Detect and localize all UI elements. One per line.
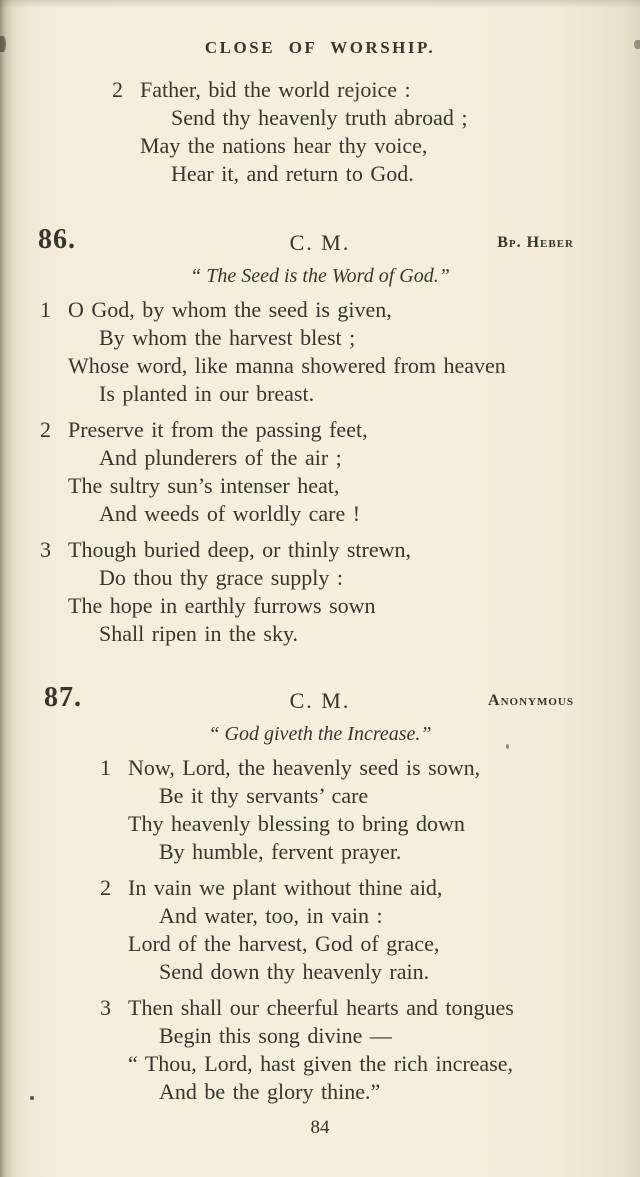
hymn-number: 86. bbox=[38, 224, 76, 255]
verse-line: Is planted in our breast. bbox=[99, 381, 315, 406]
hymn-number: 87. bbox=[44, 682, 82, 713]
page-number: 84 bbox=[310, 1117, 330, 1138]
verse-line: By humble, fervent prayer. bbox=[159, 839, 402, 864]
verse-line: Shall ripen in the sky. bbox=[99, 621, 299, 646]
hymn-meter: C. M. bbox=[289, 688, 351, 713]
verse-line: Be it thy servants’ care bbox=[159, 783, 369, 808]
hymn-verse bbox=[100, 994, 640, 1106]
hymn-87 bbox=[0, 684, 640, 1106]
hymn-heading bbox=[0, 684, 640, 718]
hymn-86 bbox=[0, 226, 640, 648]
hymn-verse bbox=[40, 416, 640, 528]
verse-line: May the nations hear thy voice, bbox=[140, 133, 428, 158]
verse-line: Though buried deep, or thinly strewn, bbox=[68, 537, 411, 562]
verse-number: 2 bbox=[112, 77, 123, 102]
hymn-verse bbox=[100, 874, 640, 986]
verse-line: Send thy heavenly truth abroad ; bbox=[171, 105, 468, 130]
scan-speck bbox=[0, 36, 6, 52]
verse-line: “ Thou, Lord, hast given the rich increase, bbox=[128, 1051, 514, 1076]
hymn-heading bbox=[0, 226, 640, 260]
verse-line: Now, Lord, the heavenly seed is sown, bbox=[128, 755, 481, 780]
continuation-verse bbox=[112, 76, 640, 188]
verse-number: 3 bbox=[40, 537, 51, 562]
verse-line: Lord of the harvest, God of grace, bbox=[128, 931, 440, 956]
verse-line: Do thou thy grace supply : bbox=[99, 565, 344, 590]
verse-number: 2 bbox=[40, 417, 51, 442]
scan-speck bbox=[634, 40, 640, 49]
verse-line: O God, by whom the seed is given, bbox=[68, 297, 392, 322]
verse-line: By whom the harvest blest ; bbox=[99, 325, 356, 350]
scan-speck bbox=[30, 1096, 34, 1100]
verse-line: Father, bid the world rejoice : bbox=[140, 77, 411, 102]
hymn-verse bbox=[40, 296, 640, 408]
verse-number: 2 bbox=[100, 875, 111, 900]
verse-line: And plunderers of the air ; bbox=[99, 445, 342, 470]
running-header: CLOSE OF WORSHIP. bbox=[204, 38, 436, 57]
hymn-epigraph: “ God giveth the Increase.” bbox=[208, 723, 432, 745]
hymn-verse bbox=[100, 754, 640, 866]
verse-line: Begin this song divine — bbox=[159, 1023, 392, 1048]
hymn-epigraph: “ The Seed is the Word of God.” bbox=[190, 265, 450, 287]
scan-speck bbox=[506, 744, 509, 749]
verse-line: Send down thy heavenly rain. bbox=[159, 959, 430, 984]
verse-line: And weeds of worldly care ! bbox=[99, 501, 361, 526]
hymn-attribution: Bp. Heber bbox=[497, 234, 574, 251]
verse-line: Hear it, and return to God. bbox=[171, 161, 414, 186]
verse-line: And be the glory thine.” bbox=[159, 1079, 381, 1104]
verse-number: 3 bbox=[100, 995, 111, 1020]
verse-line: And water, too, in vain : bbox=[159, 903, 383, 928]
verse-line: In vain we plant without thine aid, bbox=[128, 875, 443, 900]
verse-number: 1 bbox=[40, 297, 51, 322]
hymn-attribution: Anonymous bbox=[488, 692, 574, 709]
hymn-verse bbox=[40, 536, 640, 648]
verse-line: The hope in earthly furrows sown bbox=[68, 593, 376, 618]
verse-line: Then shall our cheerful hearts and tongues bbox=[128, 995, 514, 1020]
verse-number: 1 bbox=[100, 755, 111, 780]
hymn-meter: C. M. bbox=[289, 230, 351, 255]
verse-line: Whose word, like manna showered from heaven bbox=[68, 353, 506, 378]
verse-line: Thy heavenly blessing to bring down bbox=[128, 811, 465, 836]
verse-line: Preserve it from the passing feet, bbox=[68, 417, 368, 442]
verse-line: The sultry sun’s intenser heat, bbox=[68, 473, 340, 498]
